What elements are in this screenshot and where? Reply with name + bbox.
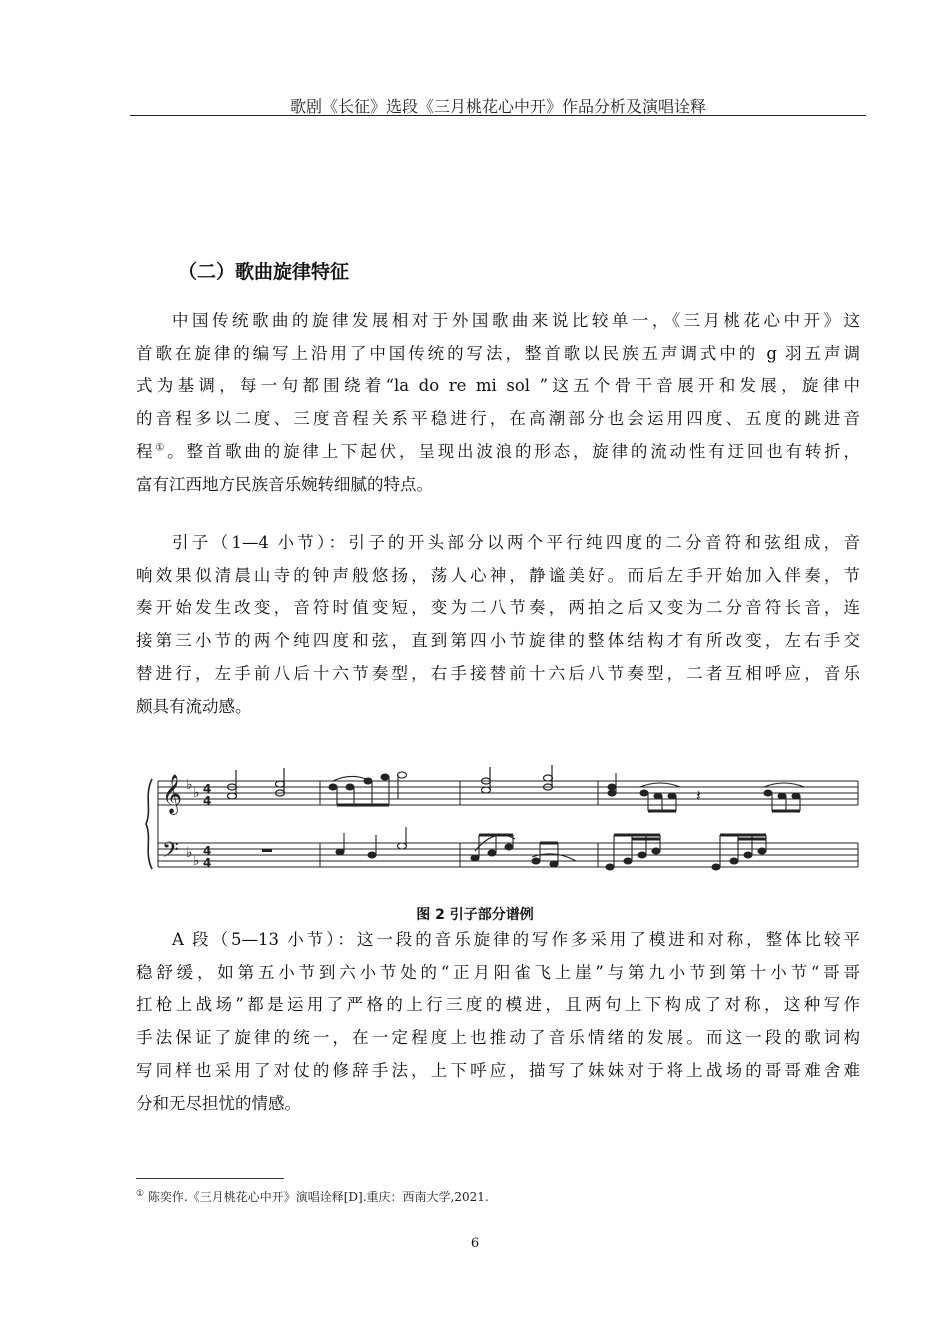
text-line: 接第三小节的两个纯四度和弦，直到第四小节旋律的整体结构才有所改变，左右手交 [136, 631, 860, 651]
paragraph-melody-features [136, 305, 860, 501]
measure-1-treble [228, 768, 285, 799]
text-line: 引子（1—4 小节）：引子的开头部分以两个平行纯四度的二分音符和弦组成，音 [172, 533, 860, 552]
text-line: 中国传统歌曲的旋律发展相对于外国歌曲来说比较单一，《三月桃花心中开》这 [172, 311, 860, 330]
treble-clef-icon: 𝄞 [162, 774, 183, 814]
footnote-reference[interactable]: ① [155, 442, 168, 454]
paragraph-introduction [136, 527, 860, 723]
text-line: 式为基调，每一句都围绕着“la do re mi sol ”这五个骨干音展开和发展，旋律中 [136, 376, 860, 396]
footnote-rule [136, 1178, 284, 1179]
music-score-figure [140, 765, 860, 877]
text-line: A 段（5—13 小节）：这一段的音乐旋律的写作多采用了模进和对称，整体比较平 [172, 930, 860, 949]
flat-icon: ♭ [186, 845, 193, 861]
page-number: 6 [470, 1236, 480, 1251]
measure-3-treble [482, 765, 553, 793]
flat-icon: ♭ [193, 785, 200, 801]
section-title: （二）歌曲旋律特征 [178, 261, 350, 283]
figure-caption: 图 2 引子部分谱例 [416, 907, 534, 923]
text-line: 颇具有流动感。 [136, 696, 252, 716]
measure-2-treble [329, 772, 407, 805]
running-header: 歌剧《长征》选段《三月桃花心中开》作品分析及演唱诠释 [289, 97, 706, 116]
time-signature-denominator: 4 [203, 794, 212, 808]
flat-icon: ♭ [186, 777, 193, 793]
text-line: 替进行，左手前八后十六节奏型，右手接替前十六后八节奏型，二者互相呼应，音乐 [136, 663, 860, 683]
whole-rest-icon [262, 849, 272, 852]
text-line: 写同样也采用了对仗的修辞手法，上下呼应，描写了妹妹对于将上战场的哥哥难舍难 [136, 1060, 860, 1080]
measure-2-bass [336, 827, 407, 858]
brace-icon [146, 779, 152, 869]
text-line: 富有江西地方民族音乐婉转细腻的特点。 [136, 474, 433, 494]
text-line-with-footnote [136, 436, 860, 469]
text-line: 响效果似清晨山寺的钟声般悠扬，荡人心神，静谧美好。而后左手开始加入伴奏，节 [136, 565, 860, 585]
text-line: 扛枪上战场”都是运用了严格的上行三度的模进，且两句上下构成了对称，这种写作 [136, 995, 860, 1015]
footnote-mark: ① [136, 1189, 145, 1199]
text-line: 手法保证了旋律的统一，在一定程度上也推动了音乐情绪的发展。而这一段的歌词构 [136, 1028, 860, 1048]
text-fragment: 。整首歌曲的旋律上下起伏，呈现出波浪的形态，旋律的流动性有迂回也有转折， [167, 441, 861, 461]
footnote-text: 陈奕作.《三月桃花心中开》演唱诠释[D].重庆：西南大学,2021. [144, 1190, 489, 1204]
staff-lines [158, 781, 858, 867]
text-fragment: 程 [136, 441, 156, 461]
flat-icon: ♭ [193, 853, 200, 869]
text-line: 稳舒缓，如第五小节到六小节处的“正月阳雀飞上崖”与第九小节到第十小节“哥哥 [136, 962, 860, 982]
quarter-rest-icon: 𝄽 [696, 786, 701, 805]
measure-4-bass [606, 835, 766, 870]
header-rule [130, 115, 866, 116]
barlines [158, 781, 858, 867]
bass-clef-icon: 𝄢 [162, 838, 179, 868]
time-signature-numerator: 4 [203, 844, 212, 858]
paragraph-section-a [136, 924, 860, 1120]
footnote [136, 1188, 489, 1205]
time-signature-numerator: 4 [203, 782, 212, 796]
time-signature-denominator: 4 [203, 856, 212, 870]
measure-3-bass [471, 835, 576, 867]
text-line: 奏开始发生改变，音符时值变短，变为二八节奏，两拍之后又变为二分音符长音，连 [136, 598, 860, 618]
text-line: 分和无尽担忧的情感。 [136, 1093, 301, 1113]
text-line: 的音程多以二度、三度音程关系平稳进行，在高潮部分也会运用四度、五度的跳进音 [136, 409, 860, 429]
text-line: 首歌在旋律的编写上沿用了中国传统的写法，整首歌以民族五声调式中的 g 羽五声调 [136, 343, 860, 363]
